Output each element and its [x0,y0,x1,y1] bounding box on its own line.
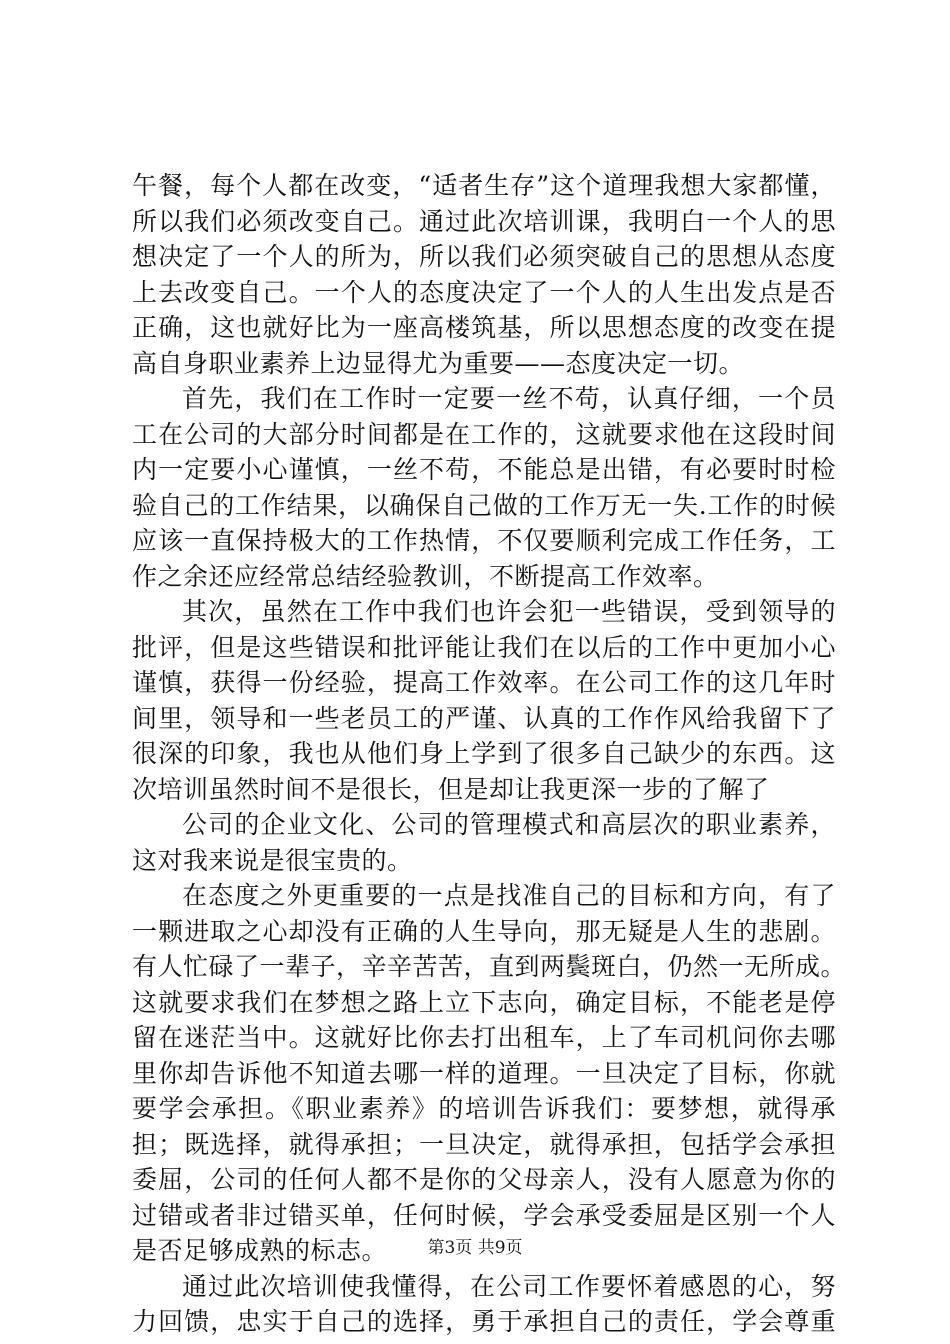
text-line: 担；既选择，就得承担；一旦决定，就得承担，包括学会承担 [132,1129,836,1159]
text-line: 里你却告诉他不知道去哪一样的道理。一旦决定了目标，你就 [132,1058,836,1088]
text-line: 正确，这也就好比为一座高楼筑基，所以思想态度的改变在提 [132,313,836,342]
text-line: 内一定要小心谨慎，一丝不苟，不能总是出错，有必要时时检 [132,455,836,484]
text-line: 有人忙碌了一辈子，辛辛苦苦，直到两鬓斑白，仍然一无所成。 [132,952,847,981]
text-line: 谨慎，获得一份经验，提高工作效率。在公司工作的这几年时 [132,668,836,697]
text-line: 所以我们必须改变自己。通过此次培训课，我明白一个人的思 [132,206,836,236]
text-line: 作之余还应经常总结经验教训，不断提高工作效率。 [132,561,719,591]
text-line: 想决定了一个人的所为，所以我们必须突破自己的思想从态度 [132,242,836,271]
text-line: 留在迷茫当中。这就好比你去打出租车，上了车司机问你去哪 [132,1023,836,1052]
text-line: 是否足够成熟的标志。 [132,1236,388,1265]
paragraph-start-line: 首先，我们在工作时一定要一丝不苟，认真仔细，一个员 [182,384,836,413]
page-number-footer: 第3页 共9页 [427,1238,523,1258]
text-line: 过错或者非过错买单，任何时候，学会承受委屈是区别一个人 [132,1200,836,1230]
paragraph-start-line: 通过此次培训使我懂得，在公司工作要怀着感恩的心，努 [182,1271,836,1301]
text-line: 次培训虽然时间不是很长，但是却让我更深一步的了解了 [132,774,770,804]
text-line: 午餐，每个人都在改变，“适者生存”这个道理我想大家都懂， [132,171,836,200]
text-line: 这就要求我们在梦想之路上立下志向，确定目标，不能老是停 [132,987,836,1017]
document-body [132,168,847,1340]
text-line: 批评，但是这些错误和批评能让我们在以后的工作中更加小心 [132,632,836,662]
text-line: 要学会承担。《职业素养》的培训告诉我们：要梦想，就得承 [132,1094,836,1123]
text-line: 这对我来说是很宝贵的。 [132,845,413,875]
paragraph-start-line: 在态度之外更重要的一点是找准自己的目标和方向，有了 [182,881,836,910]
text-line: 间里，领导和一些老员工的严谨、认真的工作作风给我留下了 [132,703,836,733]
text-line: 很深的印象，我也从他们身上学到了很多自己缺少的东西。这 [132,739,836,768]
text-line: 委屈，公司的任何人都不是你的父母亲人，没有人愿意为你的 [132,1165,836,1194]
text-line: 工在公司的大部分时间都是在工作的，这就要求他在这段时间 [132,419,836,449]
text-line: 验自己的工作结果，以确保自己做的工作万无一失.工作的时候 [132,490,836,520]
text-line: 高自身职业素养上边显得尤为重要——态度决定一切。 [132,348,745,378]
text-line: 应该一直保持极大的工作热情，不仅要顺利完成工作任务，工 [132,526,836,555]
text-line: 力回馈，忠实于自己的选择，勇于承担自己的责任，学会尊重 [132,1307,836,1336]
text-line: 上去改变自己。一个人的态度决定了一个人的人生出发点是否 [132,277,836,307]
text-line: 一颗进取之心却没有正确的人生导向，那无疑是人生的悲剧。 [132,916,836,946]
paragraph-start-line: 其次，虽然在工作中我们也许会犯一些错误，受到领导的 [182,597,836,626]
paragraph-start-line: 公司的企业文化、公司的管理模式和高层次的职业素养， [182,810,836,839]
